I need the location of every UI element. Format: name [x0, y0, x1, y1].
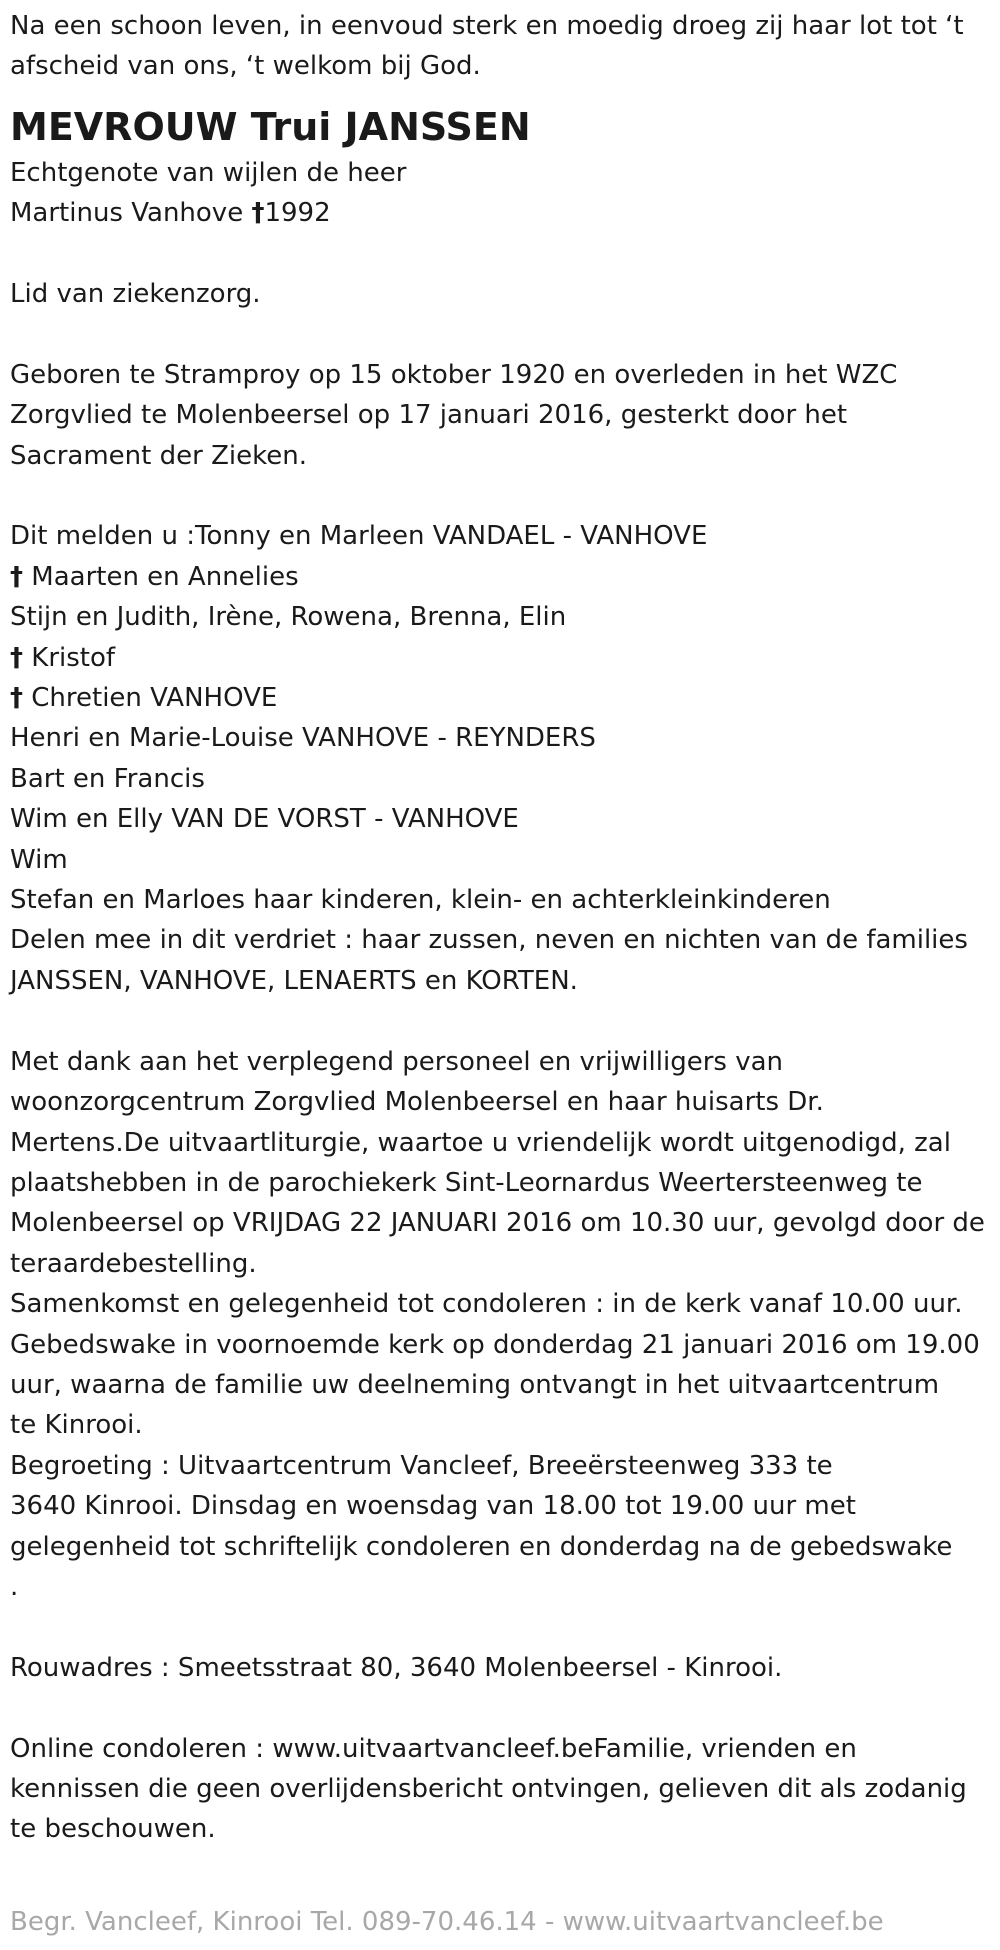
details-line: Met dank aan het verplegend personeel en vrijwilligers van — [10, 1046, 784, 1077]
details-line: Samenkomst en gelegenheid tot condoleren : in de kerk vanaf 10.00 uur. — [10, 1289, 963, 1320]
family-text: Chretien VANHOVE — [23, 683, 278, 714]
birth-death-line: Geboren te Stramproy op 15 oktober 1920 en overleden in het WZC — [10, 359, 898, 390]
deceased-name: MEVROUW Trui JANSSEN — [10, 104, 531, 149]
family-line — [10, 718, 1000, 758]
family-text: Wim — [10, 844, 68, 875]
footer-credit: Begr. Vancleef, Kinrooi Tel. 089-70.46.14 - www.uitvaartvancleef.be — [10, 1907, 884, 1937]
family-text: Wim en Elly VAN DE VORST - VANHOVE — [10, 804, 519, 835]
membership: Lid van ziekenzorg. — [10, 279, 261, 310]
online-line: te beschouwen. — [10, 1814, 216, 1845]
mourning-address: Rouwadres : Smeetsstraat 80, 3640 Molenbeersel - Kinrooi. — [10, 1652, 783, 1683]
family-text: Maarten en Annelies — [23, 561, 299, 592]
spouse-line: Echtgenote van wijlen de heer — [10, 157, 407, 188]
details-line: gelegenheid tot schriftelijk condoleren en donderdag na de gebedswake — [10, 1531, 953, 1562]
spacer — [10, 476, 1000, 516]
family-line — [10, 961, 1000, 1001]
funeral-details — [10, 1042, 1000, 1608]
family-line — [10, 840, 1000, 880]
family-text: JANSSEN, VANHOVE, LENAERTS en KORTEN. — [10, 965, 578, 996]
details-line: . — [10, 1571, 19, 1602]
family-line — [10, 516, 1000, 556]
family-text: Stefan en Marloes haar kinderen, klein- en achterkleinkinderen — [10, 885, 831, 916]
spacer — [10, 1688, 1000, 1728]
family-text: Delen mee in dit verdriet : haar zussen, neven en nichten van de families — [10, 925, 968, 956]
details-line: teraardebestelling. — [10, 1248, 257, 1279]
details-line: te Kinrooi. — [10, 1410, 143, 1441]
family-text: Bart en Francis — [10, 763, 205, 794]
family-text: Stijn en Judith, Irène, Rowena, Brenna, Elin — [10, 602, 567, 633]
intro-verse — [10, 6, 1000, 87]
online-line: Online condoleren : www.uitvaartvancleef.beFamilie, vrienden en — [10, 1733, 857, 1764]
details-line: Gebedswake in voornoemde kerk op donderdag 21 januari 2016 om 19.00 — [10, 1329, 980, 1360]
family-line — [10, 799, 1000, 839]
spacer — [10, 234, 1000, 274]
family-text: Dit melden u :Tonny en Marleen VANDAEL - VANHOVE — [10, 521, 708, 552]
birth-death-line: Sacrament der Zieken. — [10, 440, 307, 471]
family-line — [10, 557, 1000, 597]
family-text: Kristof — [23, 642, 116, 673]
family-text: Henri en Marie-Louise VANHOVE - REYNDERS — [10, 723, 596, 754]
details-line: woonzorgcentrum Zorgvlied Molenbeersel en haar huisarts Dr. — [10, 1087, 824, 1118]
details-line: uur, waarna de familie uw deelneming ontvangt in het uitvaartcentrum — [10, 1369, 940, 1400]
online-condolences — [10, 1729, 1000, 1850]
family-line — [10, 597, 1000, 637]
family-line — [10, 920, 1000, 960]
cross-icon: † — [10, 683, 23, 714]
family-line — [10, 880, 1000, 920]
details-line: plaatshebben in de parochiekerk Sint-Leornardus Weertersteenweg te — [10, 1167, 923, 1198]
spouse-death-year: 1992 — [264, 198, 331, 229]
family-line — [10, 638, 1000, 678]
family-line — [10, 759, 1000, 799]
cross-icon: † — [10, 561, 23, 592]
cross-icon: † — [10, 642, 23, 673]
spacer — [10, 314, 1000, 354]
spouse-info — [10, 153, 1000, 234]
spacer — [10, 1607, 1000, 1647]
family-list — [10, 516, 1000, 1001]
spouse-name: Martinus Vanhove — [10, 198, 252, 229]
spacer — [10, 1001, 1000, 1041]
details-line: Begroeting : Uitvaartcentrum Vancleef, Breeërsteenweg 333 te — [10, 1450, 833, 1481]
birth-death-info — [10, 355, 1000, 476]
intro-line: Na een schoon leven, in eenvoud sterk en moedig droeg zij haar lot tot ‘t — [10, 11, 964, 41]
details-line: Molenbeersel op VRIJDAG 22 JANUARI 2016 om 10.30 uur, gevolgd door de — [10, 1208, 985, 1239]
details-line: 3640 Kinrooi. Dinsdag en woensdag van 18.00 tot 19.00 uur met — [10, 1491, 856, 1522]
birth-death-line: Zorgvlied te Molenbeersel op 17 januari 2016, gesterkt door het — [10, 400, 848, 431]
online-line: kennissen die geen overlijdensbericht ontvingen, gelieven dit als zodanig — [10, 1773, 967, 1804]
cross-icon: † — [251, 198, 265, 229]
family-line — [10, 678, 1000, 718]
details-line: Mertens.De uitvaartliturgie, waartoe u vriendelijk wordt uitgenodigd, zal — [10, 1127, 951, 1158]
spouse-name-line — [10, 193, 1000, 233]
intro-line: afscheid van ons, ‘t welkom bij God. — [10, 51, 481, 82]
